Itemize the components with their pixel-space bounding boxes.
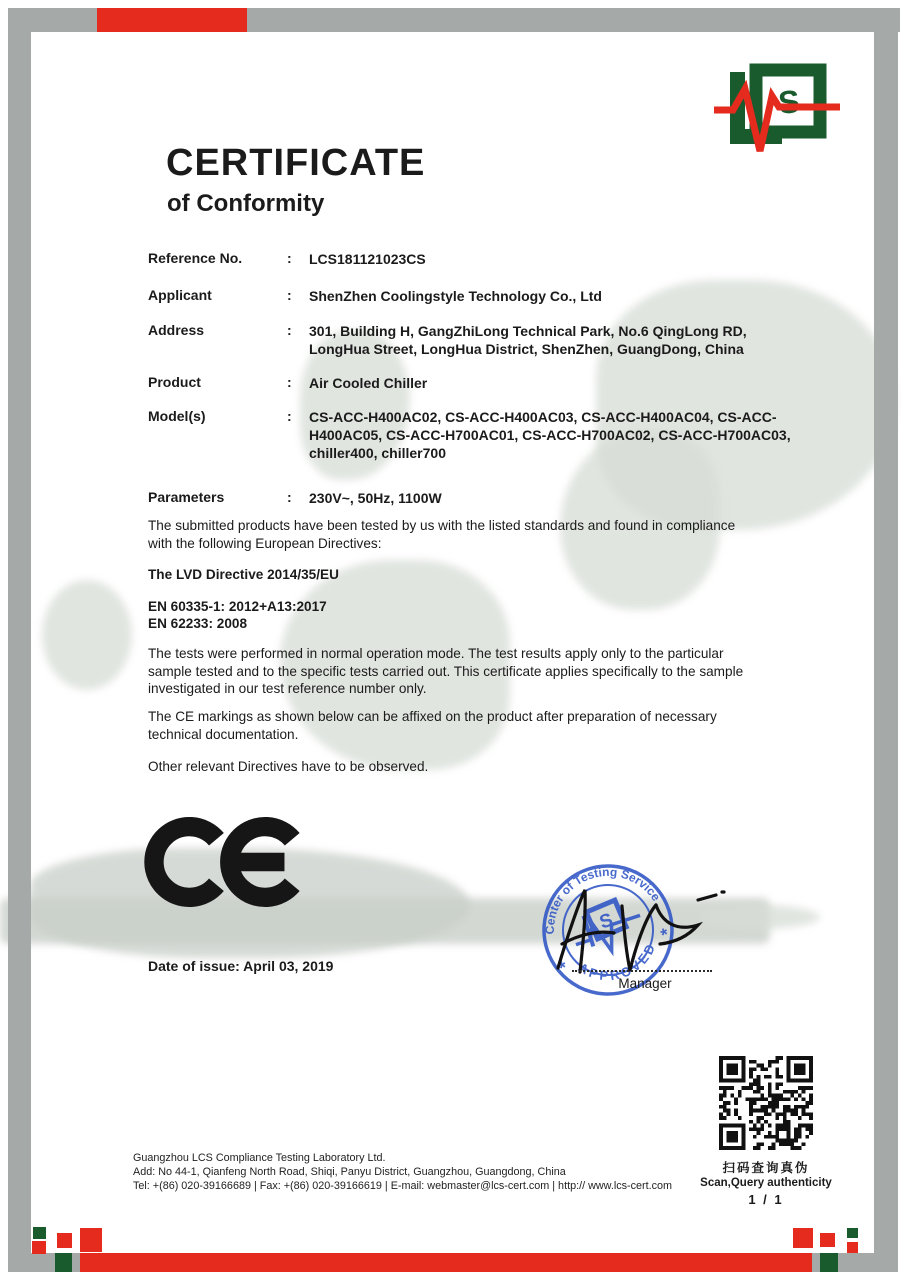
field-product bbox=[148, 374, 828, 392]
footer-company: Guangzhou LCS Compliance Testing Laboratory Ltd. bbox=[133, 1152, 386, 1164]
field-label: Address bbox=[148, 322, 205, 338]
field-reference-no bbox=[148, 250, 828, 268]
field-colon: : bbox=[287, 250, 292, 266]
svg-text:*: * bbox=[658, 924, 672, 946]
qr-caption-en: Scan,Query authenticity bbox=[700, 1177, 832, 1189]
deco-square bbox=[55, 1253, 72, 1272]
field-label: Product bbox=[148, 374, 201, 390]
standard-line: EN 60335-1: 2012+A13:2017 bbox=[148, 599, 327, 614]
deco-square bbox=[793, 1228, 813, 1248]
deco-square bbox=[847, 1228, 858, 1238]
field-colon: : bbox=[287, 489, 292, 505]
ce-mark-icon bbox=[143, 810, 303, 914]
field-colon: : bbox=[287, 287, 292, 303]
field-value: Air Cooled Chiller bbox=[309, 375, 428, 391]
world-map-watermark bbox=[42, 580, 132, 690]
lcs-logo-icon bbox=[712, 58, 844, 164]
field-address bbox=[148, 322, 828, 358]
svg-text:Center of Testing Service: Center of Testing Service bbox=[542, 864, 664, 935]
certificate-title: CERTIFICATE bbox=[166, 142, 426, 184]
field-colon: : bbox=[287, 322, 292, 338]
field-label: Parameters bbox=[148, 489, 225, 505]
deco-square bbox=[820, 1253, 838, 1272]
border-bottom-red bbox=[80, 1253, 812, 1272]
border-left bbox=[8, 8, 31, 1272]
field-value: CS-ACC-H400AC02, CS-ACC-H400AC03, CS-ACC-H400AC04, CS-ACC-H400AC05, CS-ACC-H700AC01, CS-ACC-H700AC02, CS-ACC-H700AC03, chiller400, chiller700 bbox=[309, 409, 791, 461]
deco-square bbox=[80, 1228, 102, 1252]
deco-square bbox=[33, 1227, 46, 1239]
directive-line: The LVD Directive 2014/35/EU bbox=[148, 567, 339, 582]
page-number: 1 / 1 bbox=[748, 1192, 784, 1207]
certificate-subtitle: of Conformity bbox=[167, 190, 325, 217]
border-right bbox=[874, 8, 898, 1272]
field-label: Model(s) bbox=[148, 408, 206, 424]
signature-line bbox=[572, 970, 712, 972]
tests-paragraph: The tests were performed in normal operation mode. The test results apply only to the particular sample tested and to the specific tests carried out. This certificate applies specifically to the sample investigated in our test reference number only. bbox=[148, 646, 744, 696]
border-top-red-segment bbox=[97, 8, 247, 32]
date-of-issue: Date of issue: April 03, 2019 bbox=[148, 958, 334, 974]
other-directives-line: Other relevant Directives have to be observed. bbox=[148, 759, 429, 774]
field-label: Reference No. bbox=[148, 250, 243, 266]
footer-address: Add: No 44-1, Qianfeng North Road, Shiqi, Panyu District, Guangzhou, Guangdong, China bbox=[133, 1166, 566, 1179]
field-label: Applicant bbox=[148, 287, 212, 303]
qr-block bbox=[690, 1056, 842, 1207]
footer-contacts: Tel: +(86) 020-39166689 | Fax: +(86) 020-39166619 | E-mail: webmaster@lcs-cert.com | http:// www.lcs-cert.com bbox=[133, 1180, 673, 1193]
field-applicant bbox=[148, 287, 828, 305]
svg-text:*: * bbox=[556, 957, 570, 979]
footer bbox=[133, 1151, 693, 1194]
field-value: 301, Building H, GangZhiLong Technical Park, No.6 QingLong RD, LongHua Street, LongHua District, ShenZhen, GuangDong, China bbox=[309, 323, 747, 357]
deco-square bbox=[847, 1242, 858, 1253]
intro-paragraph: The submitted products have been tested by us with the listed standards and found in compliance with the following European Directives: bbox=[148, 518, 736, 551]
field-value: ShenZhen Coolingstyle Technology Co., Ltd bbox=[309, 288, 602, 304]
deco-square bbox=[57, 1233, 72, 1248]
qr-caption-zh: 扫码查询真伪 bbox=[722, 1161, 810, 1175]
field-parameters bbox=[148, 489, 828, 507]
field-colon: : bbox=[287, 408, 292, 424]
svg-text:APPROVED: APPROVED bbox=[575, 939, 660, 984]
deco-square bbox=[32, 1241, 46, 1254]
ce-paragraph: The CE markings as shown below can be affixed on the product after preparation of necessary technical documentation. bbox=[148, 709, 717, 742]
field-colon: : bbox=[287, 374, 292, 390]
svg-text:S: S bbox=[597, 909, 616, 934]
signer-role: Manager bbox=[618, 976, 672, 991]
field-value: LCS181121023CS bbox=[309, 251, 426, 267]
deco-square bbox=[820, 1233, 835, 1247]
qr-code bbox=[719, 1056, 813, 1150]
field-models bbox=[148, 408, 828, 462]
svg-text:S: S bbox=[776, 82, 802, 122]
field-value: 230V~, 50Hz, 1100W bbox=[309, 490, 442, 506]
standard-line: EN 62233: 2008 bbox=[148, 616, 248, 631]
